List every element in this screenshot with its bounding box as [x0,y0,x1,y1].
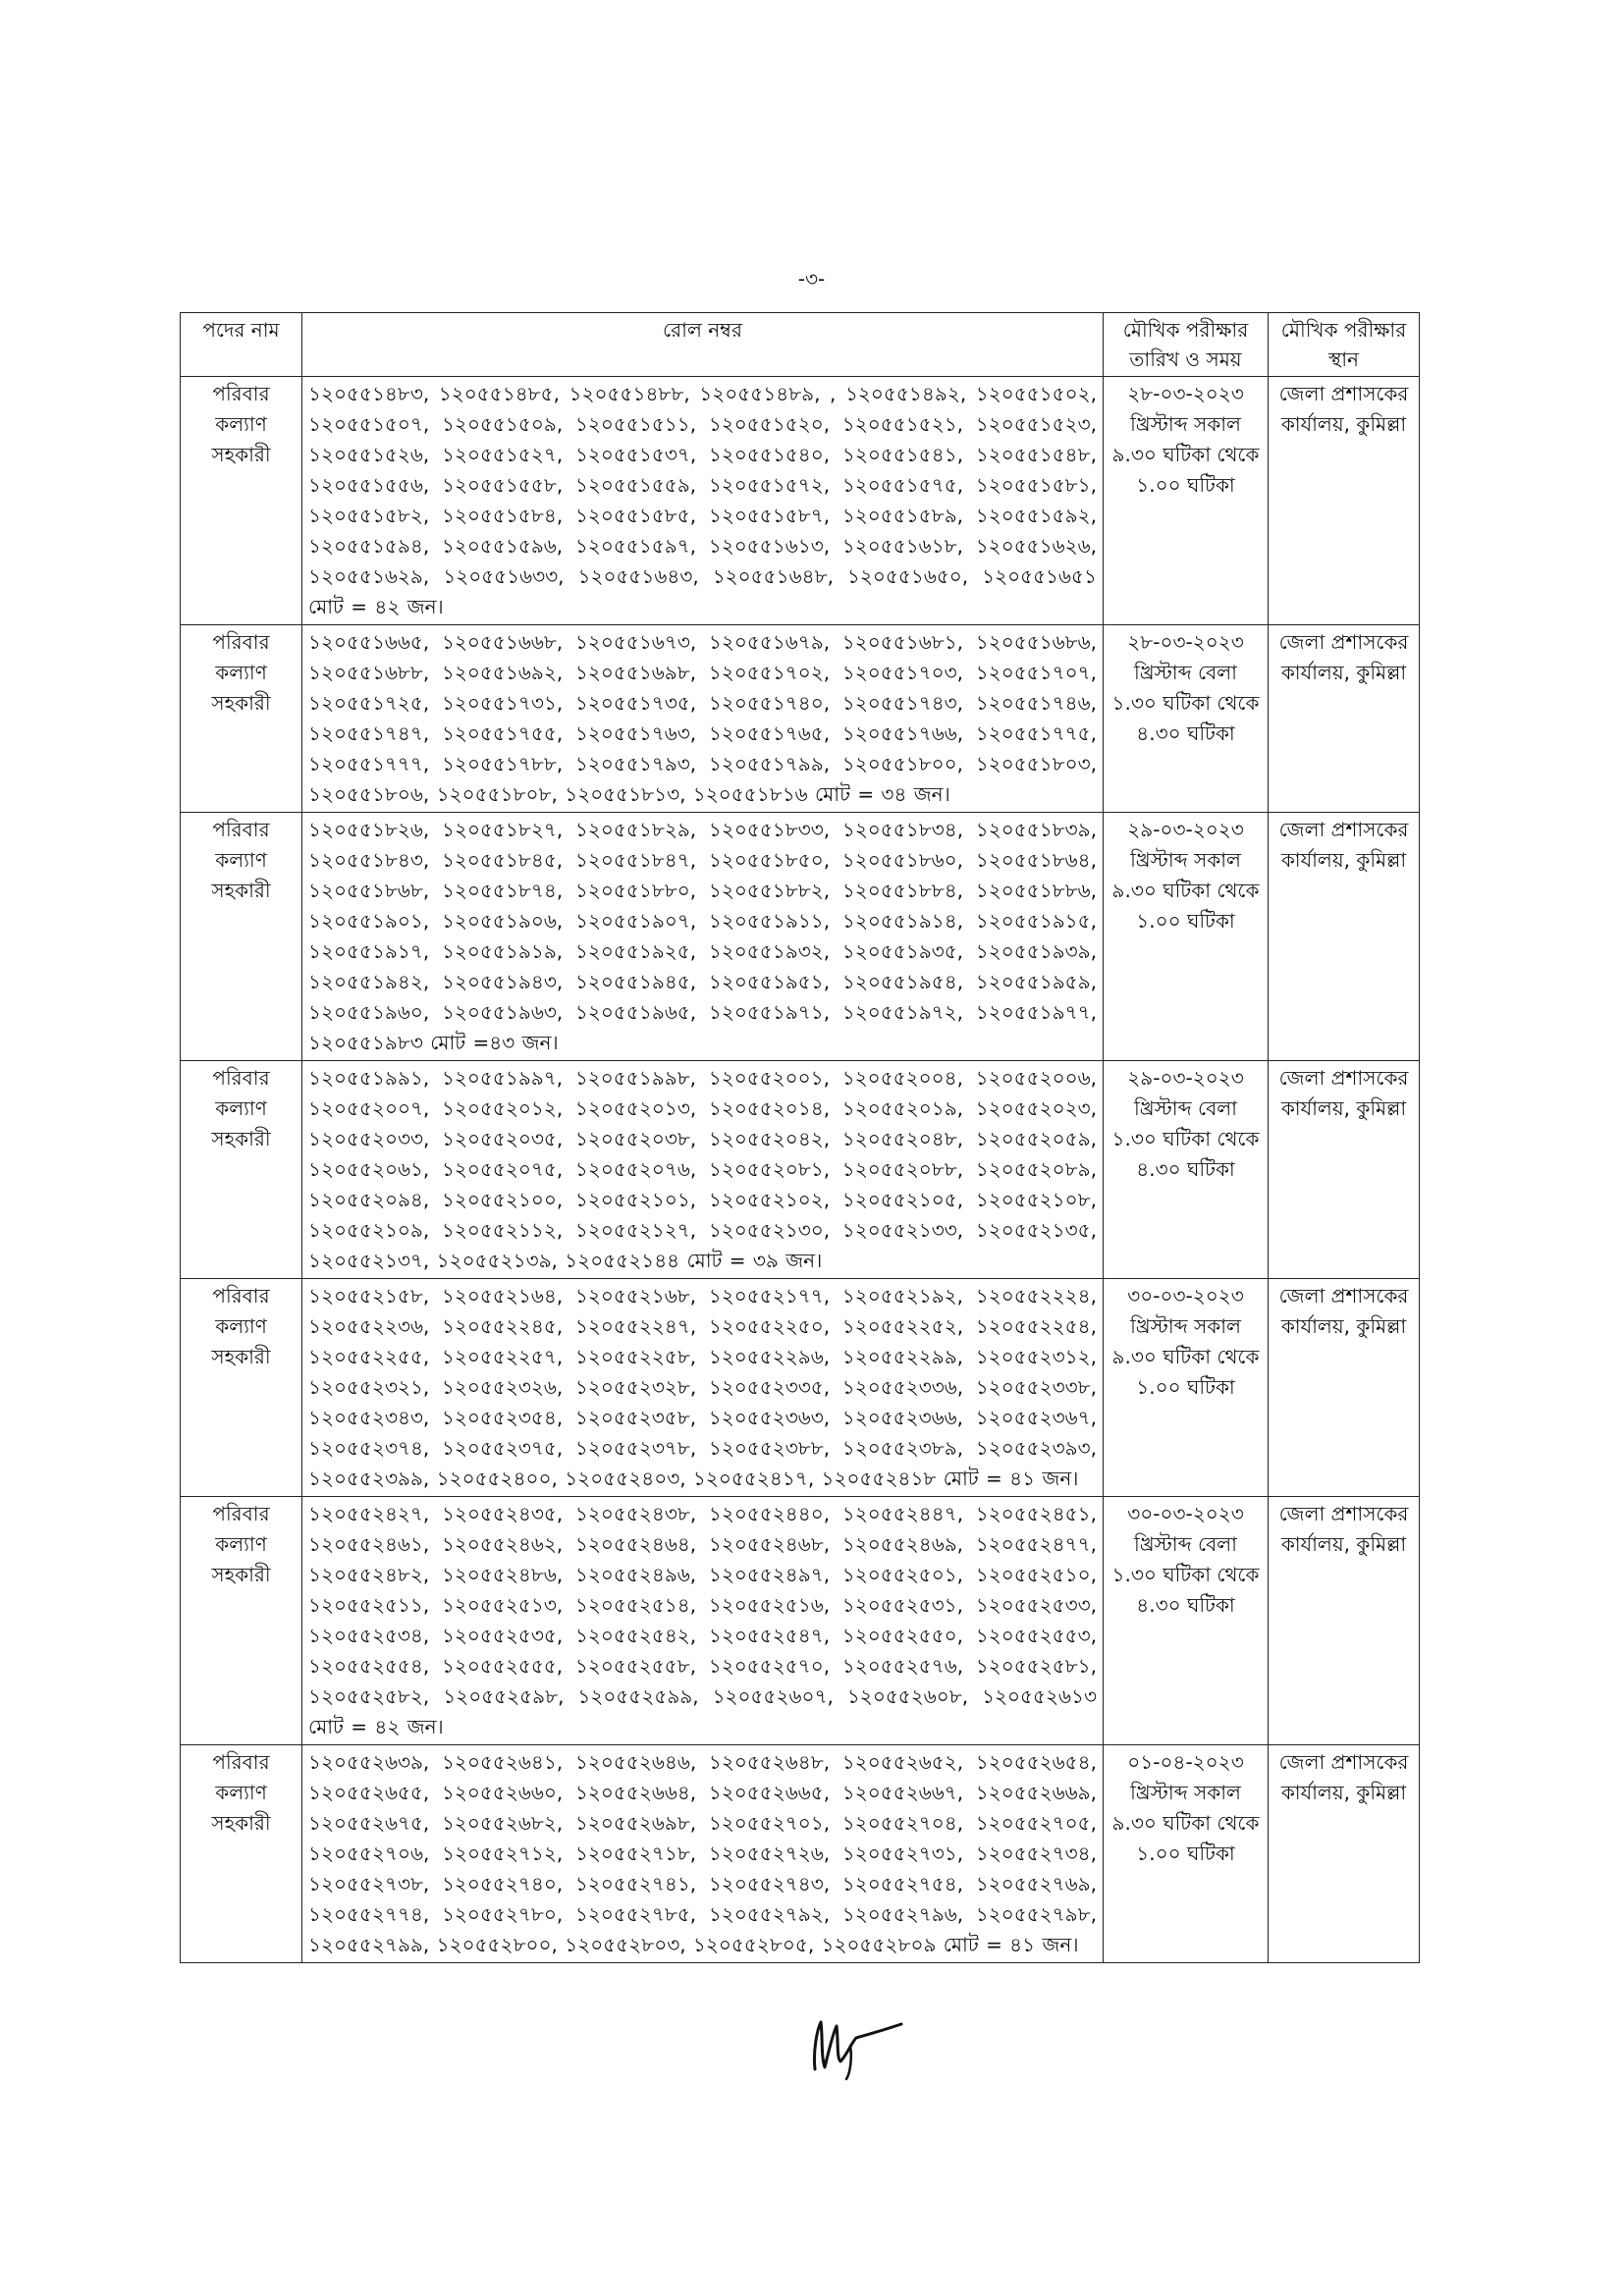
roll-numbers-cell: ১২০৫৫১৯৯১, ১২০৫৫১৯৯৭, ১২০৫৫১৯৯৮, ১২০৫৫২০০১, ১২০৫৫২০০৪, ১২০৫৫২০০৬, ১২০৫৫২০০৭, ১২০৫৫২০১২, ১২০৫৫২০১৩, ১২০৫৫২০১৪, ১২০৫৫২০১৯, ১২০৫৫২০২৩, ১২০৫৫২০৩৩, ১২০৫৫২০৩৫, ১২০৫৫২০৩৮, ১২০৫৫২০৪২, ১২০৫৫২০৪৮, ১২০৫৫২০৫৯, ১২০৫৫২০৬১, ১২০৫৫২০৭৫, ১২০৫৫২০৭৬, ১২০৫৫২০৮১, ১২০৫৫২০৮৮, ১২০৫৫২০৮৯, ১২০৫৫২০৯৪, ১২০৫৫২১০০, ১২০৫৫২১০১, ১২০৫৫২১০২, ১২০৫৫২১০৫, ১২০৫৫২১০৮, ১২০৫৫২১০৯, ১২০৫৫২১১২, ১২০৫৫২১২৭, ১২০৫৫২১৩০, ১২০৫৫২১৩৩, ১২০৫৫২১৩৫, ১২০৫৫২১৩৭, ১২০৫৫২১৩৯, ১২০৫৫২১৪৪ মোট = ৩৯ জন। [302,1061,1104,1279]
date-time-cell: ২৮-০৩-২০২৩ খ্রিস্টাব্দ সকাল ৯.৩০ ঘটিকা থেকে ১.০০ ঘটিকা [1104,377,1269,625]
date-time-cell: ৩০-০৩-২০২৩ খ্রিস্টাব্দ সকাল ৯.৩০ ঘটিকা থেকে ১.০০ ঘটিকা [1104,1279,1269,1497]
post-name-cell: পরিবার কল্যাণ সহকারী [181,625,302,813]
header-roll-numbers: রোল নম্বর [302,313,1104,377]
venue-cell: জেলা প্রশাসকের কার্যালয়, কুমিল্লা [1269,1497,1420,1745]
roll-numbers-cell: ১২০৫৫২৬৩৯, ১২০৫৫২৬৪১, ১২০৫৫২৬৪৬, ১২০৫৫২৬৪৮, ১২০৫৫২৬৫২, ১২০৫৫২৬৫৪, ১২০৫৫২৬৫৫, ১২০৫৫২৬৬০, ১২০৫৫২৬৬৪, ১২০৫৫২৬৬৫, ১২০৫৫২৬৬৭, ১২০৫৫২৬৬৯, ১২০৫৫২৬৭৫, ১২০৫৫২৬৮২, ১২০৫৫২৬৯৮, ১২০৫৫২৭০১, ১২০৫৫২৭০৪, ১২০৫৫২৭০৫, ১২০৫৫২৭০৬, ১২০৫৫২৭১২, ১২০৫৫২৭১৮, ১২০৫৫২৭২৬, ১২০৫৫২৭৩১, ১২০৫৫২৭৩৪, ১২০৫৫২৭৩৮, ১২০৫৫২৭৪০, ১২০৫৫২৭৪১, ১২০৫৫২৭৪৩, ১২০৫৫২৭৫৪, ১২০৫৫২৭৬৯, ১২০৫৫২৭৭৪, ১২০৫৫২৭৮০, ১২০৫৫২৭৮৫, ১২০৫৫২৭৯২, ১২০৫৫২৭৯৬, ১২০৫৫২৭৯৮, ১২০৫৫২৭৯৯, ১২০৫৫২৮০০, ১২০৫৫২৮০৩, ১২০৫৫২৮০৫, ১২০৫৫২৮০৯ মোট = ৪১ জন। [302,1745,1104,1963]
viva-schedule-table [180,312,1420,1963]
date-time-cell: ২৯-০৩-২০২৩ খ্রিস্টাব্দ বেলা ১.৩০ ঘটিকা থেকে ৪.৩০ ঘটিকা [1104,1061,1269,1279]
roll-numbers-cell: ১২০৫৫২১৫৮, ১২০৫৫২১৬৪, ১২০৫৫২১৬৮, ১২০৫৫২১৭৭, ১২০৫৫২১৯২, ১২০৫৫২২২৪, ১২০৫৫২২৩৬, ১২০৫৫২২৪৫, ১২০৫৫২২৪৭, ১২০৫৫২২৫০, ১২০৫৫২২৫২, ১২০৫৫২২৫৪, ১২০৫৫২২৫৫, ১২০৫৫২২৫৭, ১২০৫৫২২৫৮, ১২০৫৫২২৯৬, ১২০৫৫২২৯৯, ১২০৫৫২৩১২, ১২০৫৫২৩২১, ১২০৫৫২৩২৬, ১২০৫৫২৩২৮, ১২০৫৫২৩৩৫, ১২০৫৫২৩৩৬, ১২০৫৫২৩৩৮, ১২০৫৫২৩৪৩, ১২০৫৫২৩৫৪, ১২০৫৫২৩৫৮, ১২০৫৫২৩৬৩, ১২০৫৫২৩৬৬, ১২০৫৫২৩৬৭, ১২০৫৫২৩৭৪, ১২০৫৫২৩৭৫, ১২০৫৫২৩৭৮, ১২০৫৫২৩৮৮, ১২০৫৫২৩৮৯, ১২০৫৫২৩৯৩, ১২০৫৫২৩৯৯, ১২০৫৫২৪০০, ১২০৫৫২৪০৩, ১২০৫৫২৪১৭, ১২০৫৫২৪১৮ মোট = ৪১ জন। [302,1279,1104,1497]
header-post-name: পদের নাম [181,313,302,377]
table-row [181,813,1420,1061]
date-time-cell: ৩০-০৩-২০২৩ খ্রিস্টাব্দ বেলা ১.৩০ ঘটিকা থেকে ৪.৩০ ঘটিকা [1104,1497,1269,1745]
venue-cell: জেলা প্রশাসকের কার্যালয়, কুমিল্লা [1269,813,1420,1061]
table-row [181,377,1420,625]
venue-cell: জেলা প্রশাসকের কার্যালয়, কুমিল্লা [1269,1061,1420,1279]
table-row [181,625,1420,813]
table-row [181,1745,1420,1963]
post-name-cell: পরিবার কল্যাণ সহকারী [181,1497,302,1745]
page-number: -৩- [797,267,826,291]
header-viva-date-time: মৌখিক পরীক্ষার তারিখ ও সময় [1104,313,1269,377]
table-row [181,1061,1420,1279]
date-time-cell: ০১-০৪-২০২৩ খ্রিস্টাব্দ সকাল ৯.৩০ ঘটিকা থেকে ১.০০ ঘটিকা [1104,1745,1269,1963]
roll-numbers-cell: ১২০৫৫২৪২৭, ১২০৫৫২৪৩৫, ১২০৫৫২৪৩৮, ১২০৫৫২৪৪০, ১২০৫৫২৪৪৭, ১২০৫৫২৪৫১, ১২০৫৫২৪৬১, ১২০৫৫২৪৬২, ১২০৫৫২৪৬৪, ১২০৫৫২৪৬৮, ১২০৫৫২৪৬৯, ১২০৫৫২৪৭৭, ১২০৫৫২৪৮২, ১২০৫৫২৪৮৬, ১২০৫৫২৪৯৬, ১২০৫৫২৪৯৭, ১২০৫৫২৫০১, ১২০৫৫২৫১০, ১২০৫৫২৫১১, ১২০৫৫২৫১৩, ১২০৫৫২৫১৪, ১২০৫৫২৫১৬, ১২০৫৫২৫৩১, ১২০৫৫২৫৩৩, ১২০৫৫২৫৩৪, ১২০৫৫২৫৩৫, ১২০৫৫২৫৪২, ১২০৫৫২৫৪৭, ১২০৫৫২৫৫০, ১২০৫৫২৫৫৩, ১২০৫৫২৫৫৪, ১২০৫৫২৫৫৫, ১২০৫৫২৫৫৮, ১২০৫৫২৫৭০, ১২০৫৫২৫৭৬, ১২০৫৫২৫৮১, ১২০৫৫২৫৮২, ১২০৫৫২৫৯৮, ১২০৫৫২৫৯৯, ১২০৫৫২৬০৭, ১২০৫৫২৬০৮, ১২০৫৫২৬১৩ মোট = ৪২ জন। [302,1497,1104,1745]
date-time-cell: ২৮-০৩-২০২৩ খ্রিস্টাব্দ বেলা ১.৩০ ঘটিকা থেকে ৪.৩০ ঘটিকা [1104,625,1269,813]
post-name-cell: পরিবার কল্যাণ সহকারী [181,813,302,1061]
roll-numbers-cell: ১২০৫৫১৮২৬, ১২০৫৫১৮২৭, ১২০৫৫১৮২৯, ১২০৫৫১৮৩৩, ১২০৫৫১৮৩৪, ১২০৫৫১৮৩৯, ১২০৫৫১৮৪৩, ১২০৫৫১৮৪৫, ১২০৫৫১৮৪৭, ১২০৫৫১৮৫০, ১২০৫৫১৮৬০, ১২০৫৫১৮৬৪, ১২০৫৫১৮৬৮, ১২০৫৫১৮৭৪, ১২০৫৫১৮৮০, ১২০৫৫১৮৮২, ১২০৫৫১৮৮৪, ১২০৫৫১৮৮৬, ১২০৫৫১৯০১, ১২০৫৫১৯০৬, ১২০৫৫১৯০৭, ১২০৫৫১৯১১, ১২০৫৫১৯১৪, ১২০৫৫১৯১৫, ১২০৫৫১৯১৭, ১২০৫৫১৯১৯, ১২০৫৫১৯২৫, ১২০৫৫১৯৩২, ১২০৫৫১৯৩৫, ১২০৫৫১৯৩৯, ১২০৫৫১৯৪২, ১২০৫৫১৯৪৩, ১২০৫৫১৯৪৫, ১২০৫৫১৯৫১, ১২০৫৫১৯৫৪, ১২০৫৫১৯৫৯, ১২০৫৫১৯৬০, ১২০৫৫১৯৬৩, ১২০৫৫১৯৬৫, ১২০৫৫১৯৭১, ১২০৫৫১৯৭২, ১২০৫৫১৯৭৭, ১২০৫৫১৯৮৩ মোট =৪৩ জন। [302,813,1104,1061]
venue-cell: জেলা প্রশাসকের কার্যালয়, কুমিল্লা [1269,377,1420,625]
header-viva-venue: মৌখিক পরীক্ষার স্থান [1269,313,1420,377]
roll-numbers-cell: ১২০৫৫১৬৬৫, ১২০৫৫১৬৬৮, ১২০৫৫১৬৭৩, ১২০৫৫১৬৭৯, ১২০৫৫১৬৮১, ১২০৫৫১৬৮৬, ১২০৫৫১৬৮৮, ১২০৫৫১৬৯২, ১২০৫৫১৬৯৮, ১২০৫৫১৭০২, ১২০৫৫১৭০৩, ১২০৫৫১৭০৭, ১২০৫৫১৭২৫, ১২০৫৫১৭৩১, ১২০৫৫১৭৩৫, ১২০৫৫১৭৪০, ১২০৫৫১৭৪৩, ১২০৫৫১৭৪৬, ১২০৫৫১৭৪৭, ১২০৫৫১৭৫৫, ১২০৫৫১৭৬৩, ১২০৫৫১৭৬৫, ১২০৫৫১৭৬৬, ১২০৫৫১৭৭৫, ১২০৫৫১৭৭৭, ১২০৫৫১৭৮৮, ১২০৫৫১৭৯৩, ১২০৫৫১৭৯৯, ১২০৫৫১৮০০, ১২০৫৫১৮০৩, ১২০৫৫১৮০৬, ১২০৫৫১৮০৮, ১২০৫৫১৮১৩, ১২০৫৫১৮১৬ মোট = ৩৪ জন। [302,625,1104,813]
table-header-row [181,313,1420,377]
post-name-cell: পরিবার কল্যাণ সহকারী [181,1745,302,1963]
handwritten-signature [807,2012,925,2081]
post-name-cell: পরিবার কল্যাণ সহকারী [181,1061,302,1279]
roll-numbers-cell: ১২০৫৫১৪৮৩, ১২০৫৫১৪৮৫, ১২০৫৫১৪৮৮, ১২০৫৫১৪৮৯, , ১২০৫৫১৪৯২, ১২০৫৫১৫০২, ১২০৫৫১৫০৭, ১২০৫৫১৫০৯, ১২০৫৫১৫১১, ১২০৫৫১৫২০, ১২০৫৫১৫২১, ১২০৫৫১৫২৩, ১২০৫৫১৫২৬, ১২০৫৫১৫২৭, ১২০৫৫১৫৩৭, ১২০৫৫১৫৪০, ১২০৫৫১৫৪১, ১২০৫৫১৫৪৮, ১২০৫৫১৫৫৬, ১২০৫৫১৫৫৮, ১২০৫৫১৫৫৯, ১২০৫৫১৫৭২, ১২০৫৫১৫৭৫, ১২০৫৫১৫৮১, ১২০৫৫১৫৮২, ১২০৫৫১৫৮৪, ১২০৫৫১৫৮৫, ১২০৫৫১৫৮৭, ১২০৫৫১৫৮৯, ১২০৫৫১৫৯২, ১২০৫৫১৫৯৪, ১২০৫৫১৫৯৬, ১২০৫৫১৫৯৭, ১২০৫৫১৬১৩, ১২০৫৫১৬১৮, ১২০৫৫১৬২৬, ১২০৫৫১৬২৯, ১২০৫৫১৬৩৩, ১২০৫৫১৬৪৩, ১২০৫৫১৬৪৮, ১২০৫৫১৬৫০, ১২০৫৫১৬৫১ মোট = ৪২ জন। [302,377,1104,625]
table-row [181,1279,1420,1497]
venue-cell: জেলা প্রশাসকের কার্যালয়, কুমিল্লা [1269,625,1420,813]
table-row [181,1497,1420,1745]
venue-cell: জেলা প্রশাসকের কার্যালয়, কুমিল্লা [1269,1745,1420,1963]
post-name-cell: পরিবার কল্যাণ সহকারী [181,1279,302,1497]
venue-cell: জেলা প্রশাসকের কার্যালয়, কুমিল্লা [1269,1279,1420,1497]
date-time-cell: ২৯-০৩-২০২৩ খ্রিস্টাব্দ সকাল ৯.৩০ ঘটিকা থেকে ১.০০ ঘটিকা [1104,813,1269,1061]
post-name-cell: পরিবার কল্যাণ সহকারী [181,377,302,625]
